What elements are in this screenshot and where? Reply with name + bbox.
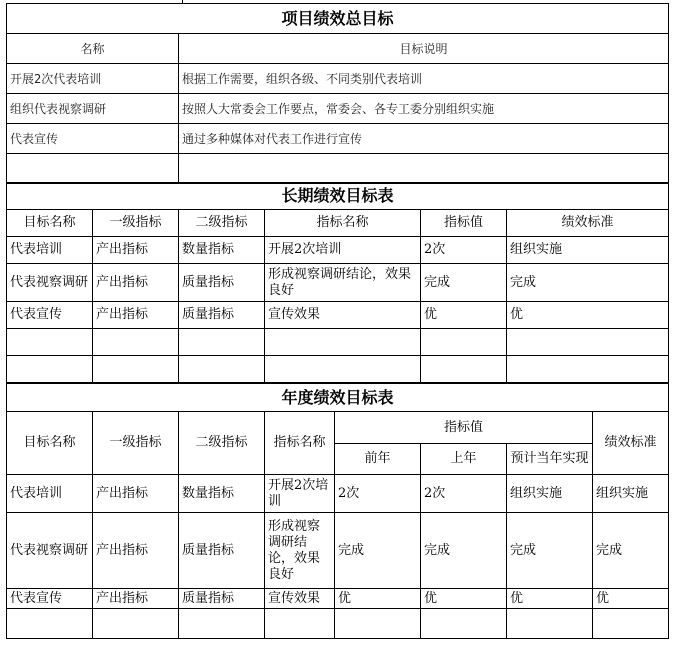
cell[interactable]: 完成 bbox=[335, 513, 421, 589]
cell[interactable]: 产出指标 bbox=[93, 237, 179, 264]
table-row bbox=[7, 64, 669, 94]
cell[interactable]: 代表视察调研 bbox=[7, 513, 93, 589]
header-indicator-name[interactable]: 指标名称 bbox=[265, 412, 335, 475]
cell[interactable]: 质量指标 bbox=[179, 589, 265, 609]
table-row bbox=[7, 237, 669, 264]
header-level1-indicator[interactable]: 一级指标 bbox=[93, 210, 179, 237]
header-performance-standard[interactable]: 绩效标准 bbox=[507, 210, 669, 237]
cell[interactable] bbox=[93, 609, 179, 639]
header-indicator-value[interactable]: 指标值 bbox=[335, 412, 593, 444]
cell[interactable] bbox=[7, 356, 93, 383]
cell[interactable] bbox=[421, 609, 507, 639]
cell[interactable]: 质量指标 bbox=[179, 513, 265, 589]
cell[interactable]: 代表培训 bbox=[7, 237, 93, 264]
table-row bbox=[7, 589, 669, 609]
header-level2-indicator[interactable]: 二级指标 bbox=[179, 210, 265, 237]
table-row bbox=[7, 329, 669, 356]
table-row bbox=[7, 154, 669, 184]
annual-table-title: 年度绩效目标表 bbox=[7, 384, 669, 412]
cell[interactable] bbox=[265, 609, 335, 639]
cell[interactable] bbox=[507, 329, 669, 356]
cell[interactable]: 产出指标 bbox=[93, 475, 179, 513]
cell[interactable]: 形成视察调研结论，效果良好 bbox=[265, 513, 335, 589]
cell[interactable] bbox=[593, 609, 669, 639]
cell[interactable]: 代表宣传 bbox=[7, 589, 93, 609]
cell[interactable] bbox=[179, 154, 669, 184]
subheader-last-year[interactable]: 上年 bbox=[421, 444, 507, 475]
header-level2-indicator[interactable]: 二级指标 bbox=[179, 412, 265, 475]
cell[interactable]: 完成 bbox=[593, 513, 669, 589]
cell[interactable] bbox=[265, 356, 421, 383]
table-row bbox=[7, 264, 669, 302]
cell[interactable]: 代表宣传 bbox=[7, 302, 93, 329]
cell[interactable]: 按照人大常委会工作要点，常委会、各专工委分别组织实施 bbox=[179, 94, 669, 124]
cell[interactable]: 组织实施 bbox=[507, 475, 593, 513]
cell[interactable]: 完成 bbox=[421, 513, 507, 589]
cell[interactable]: 开展2次培训 bbox=[265, 475, 335, 513]
long-term-table-title: 长期绩效目标表 bbox=[7, 183, 669, 210]
cell[interactable]: 开展2次代表培训 bbox=[7, 64, 179, 94]
cell[interactable]: 代表视察调研 bbox=[7, 264, 93, 302]
cell[interactable]: 组织实施 bbox=[593, 475, 669, 513]
cell[interactable]: 产出指标 bbox=[93, 302, 179, 329]
cell[interactable]: 通过多种媒体对代表工作进行宣传 bbox=[179, 124, 669, 154]
header-goal-name[interactable]: 目标名称 bbox=[7, 210, 93, 237]
header-indicator-value[interactable]: 指标值 bbox=[421, 210, 507, 237]
cell[interactable]: 优 bbox=[507, 589, 593, 609]
cell[interactable]: 组织代表视察调研 bbox=[7, 94, 179, 124]
table-row bbox=[7, 475, 669, 513]
header-indicator-name[interactable]: 指标名称 bbox=[265, 210, 421, 237]
table-row bbox=[7, 513, 669, 589]
cell[interactable]: 开展2次培训 bbox=[265, 237, 421, 264]
table-row bbox=[7, 609, 669, 639]
cell[interactable] bbox=[179, 356, 265, 383]
cell[interactable] bbox=[7, 154, 179, 184]
header-performance-standard[interactable]: 绩效标准 bbox=[593, 412, 669, 475]
cell[interactable]: 数量指标 bbox=[179, 475, 265, 513]
cell[interactable] bbox=[93, 356, 179, 383]
cell[interactable]: 完成 bbox=[421, 264, 507, 302]
cell[interactable]: 2次 bbox=[421, 475, 507, 513]
cell[interactable]: 质量指标 bbox=[179, 264, 265, 302]
subheader-year-before-last[interactable]: 前年 bbox=[335, 444, 421, 475]
cell[interactable] bbox=[335, 609, 421, 639]
cell[interactable]: 优 bbox=[421, 302, 507, 329]
summary-goal-table bbox=[6, 3, 669, 184]
cell[interactable]: 代表培训 bbox=[7, 475, 93, 513]
table-row bbox=[7, 302, 669, 329]
summary-table-title: 项目绩效总目标 bbox=[7, 4, 669, 34]
cell[interactable]: 完成 bbox=[507, 513, 593, 589]
cell[interactable] bbox=[507, 609, 593, 639]
long-term-goal-table bbox=[6, 182, 669, 383]
cell[interactable]: 2次 bbox=[421, 237, 507, 264]
cell[interactable]: 宣传效果 bbox=[265, 302, 421, 329]
cell[interactable]: 2次 bbox=[335, 475, 421, 513]
cell[interactable]: 优 bbox=[593, 589, 669, 609]
cell[interactable]: 产出指标 bbox=[93, 264, 179, 302]
cell[interactable]: 宣传效果 bbox=[265, 589, 335, 609]
cell[interactable]: 根据工作需要，组织各级、不同类别代表培训 bbox=[179, 64, 669, 94]
cell[interactable] bbox=[93, 329, 179, 356]
annual-goal-table bbox=[6, 383, 669, 639]
cell[interactable] bbox=[507, 356, 669, 383]
table-row bbox=[7, 356, 669, 383]
table-row bbox=[7, 124, 669, 154]
cell[interactable] bbox=[421, 329, 507, 356]
cell[interactable]: 组织实施 bbox=[507, 237, 669, 264]
subheader-expected-current-year[interactable]: 预计当年实现 bbox=[507, 444, 593, 475]
cell[interactable] bbox=[179, 609, 265, 639]
cell[interactable]: 质量指标 bbox=[179, 302, 265, 329]
cell[interactable]: 优 bbox=[335, 589, 421, 609]
cell[interactable] bbox=[421, 356, 507, 383]
cell[interactable] bbox=[7, 329, 93, 356]
cell[interactable]: 完成 bbox=[507, 264, 669, 302]
cell[interactable]: 产出指标 bbox=[93, 513, 179, 589]
cell[interactable]: 形成视察调研结论，效果良好 bbox=[265, 264, 421, 302]
header-goal-description[interactable]: 目标说明 bbox=[179, 34, 669, 64]
cell[interactable] bbox=[265, 329, 421, 356]
header-level1-indicator[interactable]: 一级指标 bbox=[93, 412, 179, 475]
header-name[interactable]: 名称 bbox=[7, 34, 179, 64]
cell[interactable]: 数量指标 bbox=[179, 237, 265, 264]
cell[interactable] bbox=[179, 329, 265, 356]
header-goal-name[interactable]: 目标名称 bbox=[7, 412, 93, 475]
cell[interactable]: 优 bbox=[421, 589, 507, 609]
cell[interactable]: 代表宣传 bbox=[7, 124, 179, 154]
table-row bbox=[7, 94, 669, 124]
cell[interactable] bbox=[7, 609, 93, 639]
cell[interactable]: 产出指标 bbox=[93, 589, 179, 609]
cell[interactable]: 优 bbox=[507, 302, 669, 329]
